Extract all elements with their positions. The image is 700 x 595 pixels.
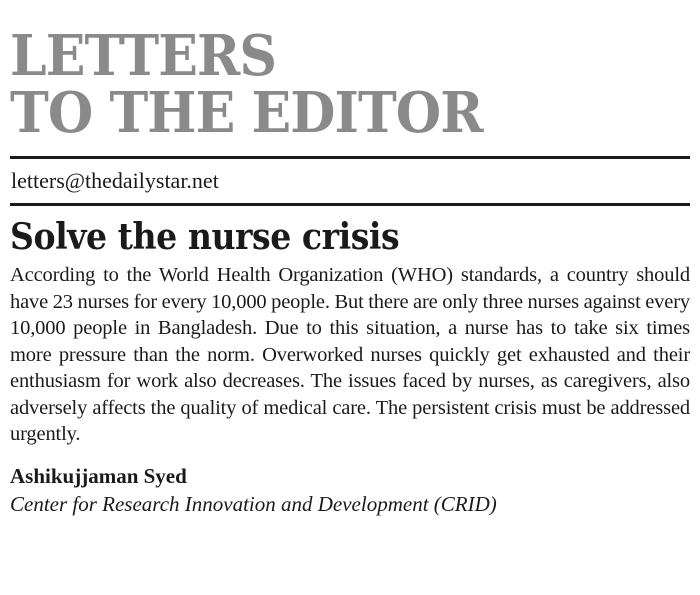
letter-signature: [10, 462, 690, 518]
bottom-divider: [10, 203, 690, 206]
letter-headline: Solve the nurse crisis: [10, 216, 400, 258]
contact-email: letters@thedailystar.net: [11, 168, 219, 193]
author-name: Ashikujjaman Syed: [10, 463, 187, 488]
masthead-line-2: TO THE EDITOR: [10, 80, 483, 146]
author-organization: Center for Research Innovation and Development (CRID): [10, 491, 497, 516]
letter-body: According to the World Health Organization (WHO) standards, a country should have 23 nurses for every 10,000 people. But there are only three nurses against every 10,000 people in Bangladesh. Due to this situation, a nurse has to take six times more pressure than the norm. Overworked nurses quickly get exhausted and their enthusiasm for work also decreases. The issues faced by nurses, as caregivers, also adversely affects the quality of medical care. The persistent crisis must be addressed urgently.: [10, 264, 690, 445]
section-masthead: [10, 23, 642, 146]
letters-page: [10, 23, 690, 518]
masthead-line-1: LETTERS: [10, 23, 277, 89]
